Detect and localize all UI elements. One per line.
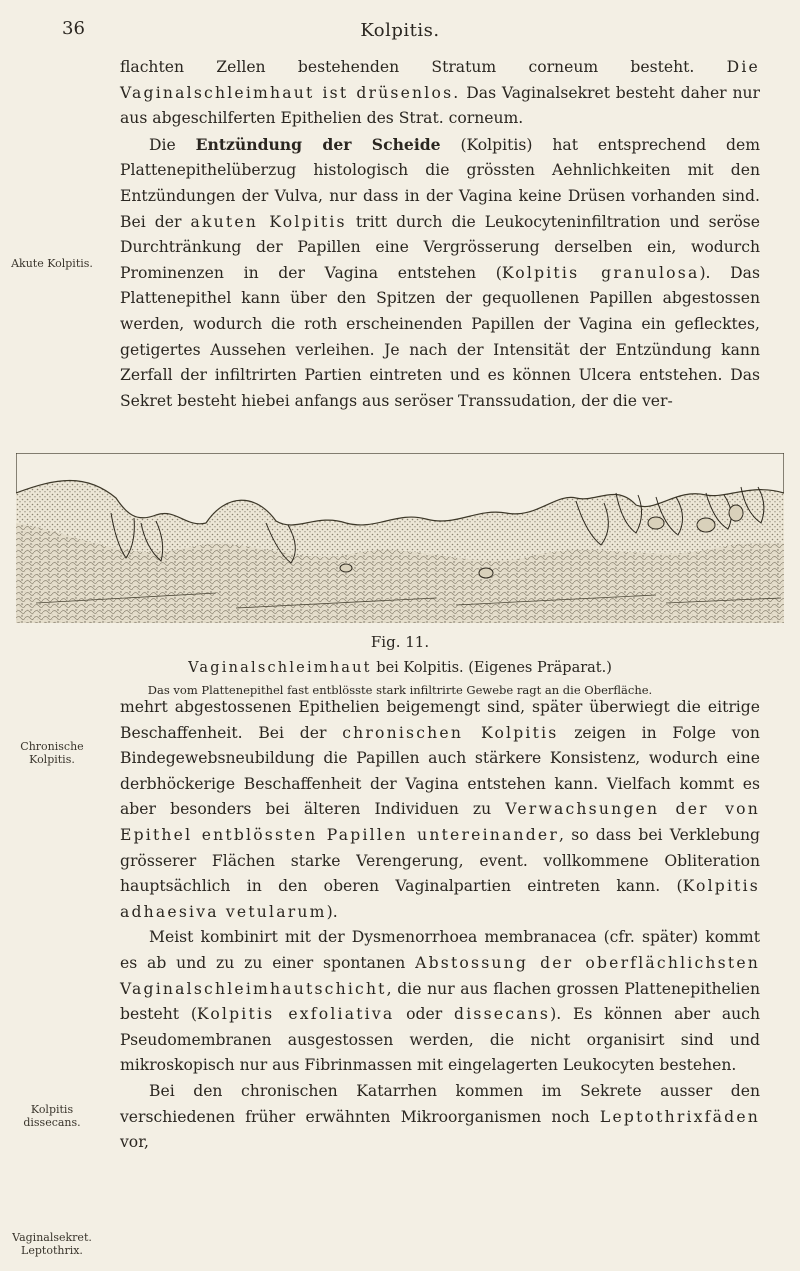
page-number: 36 [62,18,85,39]
margin-note-vaginal: Vaginalsekret. Leptothrix. [12,1231,92,1257]
figure-label: Fig. 11. [370,633,430,651]
running-head: Kolpitis. [360,20,440,41]
margin-note-akute: Akute Kolpitis. [11,257,93,270]
figure-caption-note: Das vom Plattenepithel fast entblösste stark infiltrirte Gewebe ragt an die Oberfläche. [147,683,653,697]
figure-title: Vaginalschleimhaut bei Kolpitis. (Eigenes Präparat.) [188,660,612,676]
paragraph: Die Entzündung der Scheide (Kolpitis) hat entsprechend dem Plattenepithelüberzug histologisch die grössten Aehnlichkeiten mit den Entzündungen der Vulva, nur dass in der Vagina keine Drüsen vorhanden sind. Bei der akuten Kolpitis tritt durch die Leukocyteninfiltration und seröse Durchtränkung der Papillen eine Vergrösserung derselben ein, wodurch Prominenzen in der Vagina entstehen (Kolpitis granulosa). Das Plattenepithel kann über den Spitzen der gequollenen Papillen abgestossen werden, wodurch die roth erscheinenden Papillen der Vagina ein geflecktes, getigertes Aussehen verleihen. Je nach der Intensität der Entzündung kann Zerfall der infiltrirten Partien eintreten und es können Ulcera entstehen. Das Sekret besteht hiebei anfangs aus seröser Transsudation, der die ver- [120,134,760,410]
margin-note-dissecans: Kolpitis dissecans. [23,1103,81,1129]
figure-11 [0,453,800,698]
paragraph: flachten Zellen bestehenden Stratum corneum besteht. Die Vaginalschleimhaut ist drüsenlos. Das Vaginalsekret besteht daher nur aus abgeschilferten Epithelien des Strat. corneum. [120,58,761,128]
tissue-illustration [16,453,784,623]
margin-note-chronische: Chronische Kolpitis. [20,740,84,766]
paragraph: mehrt abgestossenen Epithelien beigemengt sind, später überwiegt die eitrige Beschaffenheit. Bei der chronischen Kolpitis zeigen in Folge von Bindegewebsneubildung die Papillen auch stärkere Konsistenz, wodurch eine derbhöckerige Beschaffenheit der Vagina entstehen kann. Vielfach kommt es aber besonders bei älteren Individuen zu Verwachsungen der von Epithel entblössten Papillen untereinander, so dass bei Verklebung grösserer Flächen starke Verengerung, event. vollkommene Obliteration hauptsächlich in den oberen Vaginalpartien eintreten kann. (Kolpitis adhaesiva vetularum). [120,698,761,921]
text-block-top [120,55,760,414]
paragraph: Bei den chronischen Katarrhen kommen im Sekrete ausser den verschiedenen früher erwähnten Mikroorganismen noch Leptothrixfäden vor, [120,1081,760,1152]
paragraph: Meist kombinirt mit der Dysmenorrhoea membranacea (cfr. später) kommt es ab und zu zu einer spontanen Abstossung der oberflächlichsten Vaginalschleimhautschicht, die nur aus flachen grossen Plattenepithelien besteht (Kolpitis exfoliativa oder dissecans). Es können aber auch Pseudomembranen ausgestossen werden, die nicht organisirt sind und mikroskopisch nur aus Fibrinmassen mit eingelagerten Leukocyten bestehen. [120,928,761,1075]
text-block-bottom [120,695,760,1156]
